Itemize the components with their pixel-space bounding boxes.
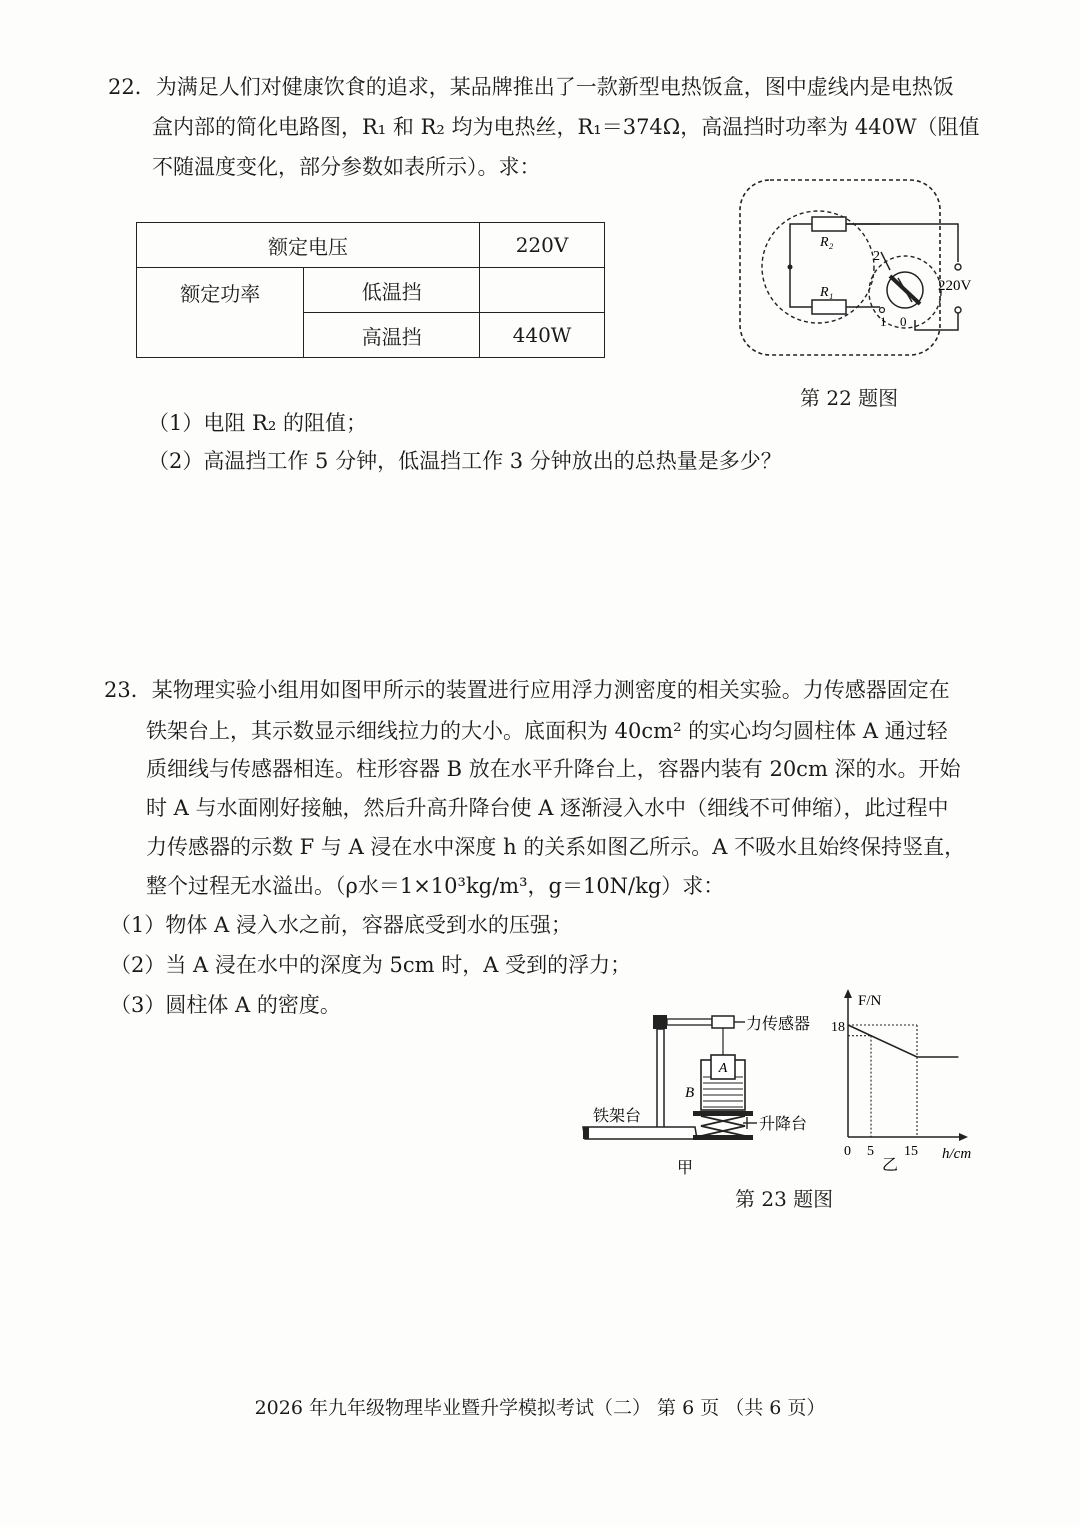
q23-sub-question-3: （3）圆柱体 A 的密度。 — [110, 993, 341, 1017]
q23-figure-caption: 第 23 题图 — [735, 1187, 834, 1211]
y-axis-label: F/N — [858, 993, 882, 1009]
rated-voltage-value: 220V — [480, 223, 605, 268]
high-temp-label: 高温挡 — [304, 313, 480, 358]
x-tick-0: 0 — [844, 1144, 851, 1159]
q22-circuit-diagram — [730, 170, 990, 370]
q23-line-6: 整个过程无水溢出。（ρ水＝1×10³kg/m³，g＝10N/kg）求： — [146, 874, 725, 898]
q23-line-3: 质细线与传感器相连。柱形容器 B 放在水平升降台上，容器内装有 20cm 深的水。开始 — [146, 757, 961, 781]
rated-power-label: 额定功率 — [137, 268, 304, 358]
resistor-r1 — [812, 300, 846, 314]
switch-label-1: 1 — [880, 314, 887, 329]
dashed-box — [740, 180, 940, 355]
page-footer: 2026 年九年级物理毕业暨升学模拟考试（二） 第 6 页 （共 6 页） — [254, 1397, 826, 1419]
force-line — [848, 1025, 958, 1057]
terminal-top — [955, 264, 961, 270]
q23-apparatus-diagram — [575, 1005, 845, 1180]
lift-bottom — [693, 1135, 753, 1140]
q23-force-depth-graph — [830, 985, 1000, 1180]
lift-top — [693, 1111, 753, 1116]
q23-line-2: 铁架台上，其示数显示细线拉力的大小。底面积为 40cm² 的实心均匀圆柱体 A 通过轻 — [146, 719, 948, 743]
q23-line-1: 23．某物理实验小组用如图甲所示的装置进行应用浮力测密度的相关实验。力传感器固定在 — [104, 678, 950, 702]
lift-label: 升降台 — [759, 1114, 808, 1133]
x-tick-5: 5 — [867, 1144, 874, 1159]
low-temp-label: 低温挡 — [304, 268, 480, 313]
switch-label-2: 2 — [873, 249, 880, 264]
sensor-label: 力传感器 — [746, 1014, 811, 1033]
q23-sub-question-1: （1）物体 A 浸入水之前，容器底受到水的压强； — [110, 913, 572, 937]
x-axis-label: h/cm — [942, 1146, 972, 1162]
r2-label: R₂ — [820, 235, 834, 250]
switch-label-0: 0 — [900, 314, 907, 329]
stand-base — [583, 1127, 697, 1139]
q22-sub-question-1: （1）电阻 R₂ 的阻值； — [148, 411, 367, 435]
q22-sub-question-2: （2）高温挡工作 5 分钟，低温挡工作 3 分钟放出的总热量是多少？ — [148, 449, 782, 473]
high-temp-value: 440W — [480, 313, 605, 358]
q22-parameter-table — [136, 222, 605, 358]
q22-line-2: 盒内部的简化电路图，R₁ 和 R₂ 均为电热丝，R₁＝374Ω，高温挡时功率为 440W（阻值 — [152, 115, 980, 139]
q23-line-5: 力传感器的示数 F 与 A 浸在水中深度 h 的关系如图乙所示。A 不吸水且始终保持竖直， — [146, 835, 966, 859]
y-tick-18: 18 — [831, 1020, 845, 1035]
terminal-bottom — [955, 307, 961, 313]
x-tick-15: 15 — [904, 1144, 918, 1159]
figure-jia-label: 甲 — [677, 1158, 694, 1177]
r1-label: R₁ — [820, 285, 834, 300]
q22-figure-caption: 第 22 题图 — [800, 386, 899, 410]
force-sensor — [712, 1016, 734, 1028]
resistor-r2 — [812, 217, 846, 231]
stand-label: 铁架台 — [593, 1106, 642, 1125]
q22-line-1: 22．为满足人们对健康饮食的追求，某品牌推出了一款新型电热饭盒，图中虚线内是电热饭 — [108, 75, 954, 99]
low-temp-value — [480, 268, 605, 313]
q22-line-3: 不随温度变化，部分参数如表所示）。求： — [152, 155, 541, 179]
rated-voltage-label: 额定电压 — [137, 223, 480, 268]
q23-sub-question-2: （2）当 A 浸在水中的深度为 5cm 时，A 受到的浮力； — [110, 953, 632, 977]
stand-clamp — [653, 1015, 667, 1029]
stand-pole — [657, 1029, 664, 1129]
container-b-label: B — [685, 1085, 695, 1101]
q23-line-4: 时 A 与水面刚好接触，然后升高升降台使 A 逐渐浸入水中（细线不可伸缩），此过程中 — [146, 796, 949, 820]
cylinder-a-label: A — [718, 1061, 728, 1076]
figure-yi-label: 乙 — [882, 1155, 899, 1174]
voltage-label: 220V — [938, 278, 972, 294]
